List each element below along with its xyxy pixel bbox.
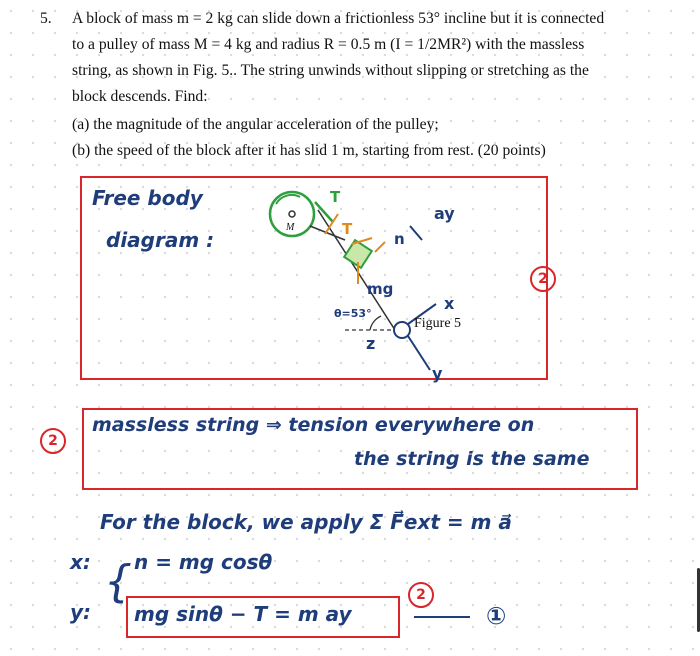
label-mg: mg [367,280,394,298]
problem-number: 5. [40,10,52,27]
problem-line-3: string, as shown in Fig. 5.. The string unwinds without slipping or stretching as the [72,62,589,79]
fbd-title-line2: diagram : [106,228,215,252]
x-label: x: [70,550,91,574]
fbd-title-line1: Free body [92,186,203,210]
note-line-1: massless string ⇒ tension everywhere on [92,414,535,436]
work-score-badge: 2 [408,582,434,608]
problem-line-2: to a pulley of mass M = 4 kg and radius R = 0.5 m (I = 1/2MR²) with the massless [72,36,585,53]
problem-line-5: (a) the magnitude of the angular acceleration of the pulley; [72,116,439,133]
equation-marker: ① [486,602,507,630]
arrow-ay [410,226,422,240]
label-z: z [366,334,376,353]
axis-y-arrow [408,336,430,370]
y-label: y: [70,600,92,624]
label-x: x [444,294,455,313]
problem-line-4: block descends. Find: [72,88,208,105]
fbd-score-badge: 2 [530,266,556,292]
x-equation: n = mg cosθ [134,550,273,574]
problem-line-1: A block of mass m = 2 kg can slide down a frictionless 53° incline but it is connected [72,10,605,27]
brace-icon: { [104,556,132,607]
arrow-n [375,242,385,252]
note-line-2: the string is the same [354,448,590,470]
y-equation: mg sinθ − T = m ay [134,602,352,626]
label-ay: ay [434,204,455,223]
problem-line-6: (b) the speed of the block after it has slid 1 m, starting from rest. (20 points) [72,142,546,159]
label-y: y [432,364,443,383]
note-score-badge: 2 [40,428,66,454]
label-T-top: T [330,188,341,206]
label-figure: Figure 5 [414,316,462,331]
label-angle: θ=53° [334,307,372,320]
axis-origin [394,322,410,338]
string [310,226,345,240]
work-intro: For the block, we apply Σ F⃗ext = m a⃗ [100,510,512,534]
angle-arc [370,316,381,330]
label-M: M [286,222,295,233]
dash-line [414,616,470,618]
label-n: n [394,230,405,248]
label-T-mid: T [342,220,353,238]
